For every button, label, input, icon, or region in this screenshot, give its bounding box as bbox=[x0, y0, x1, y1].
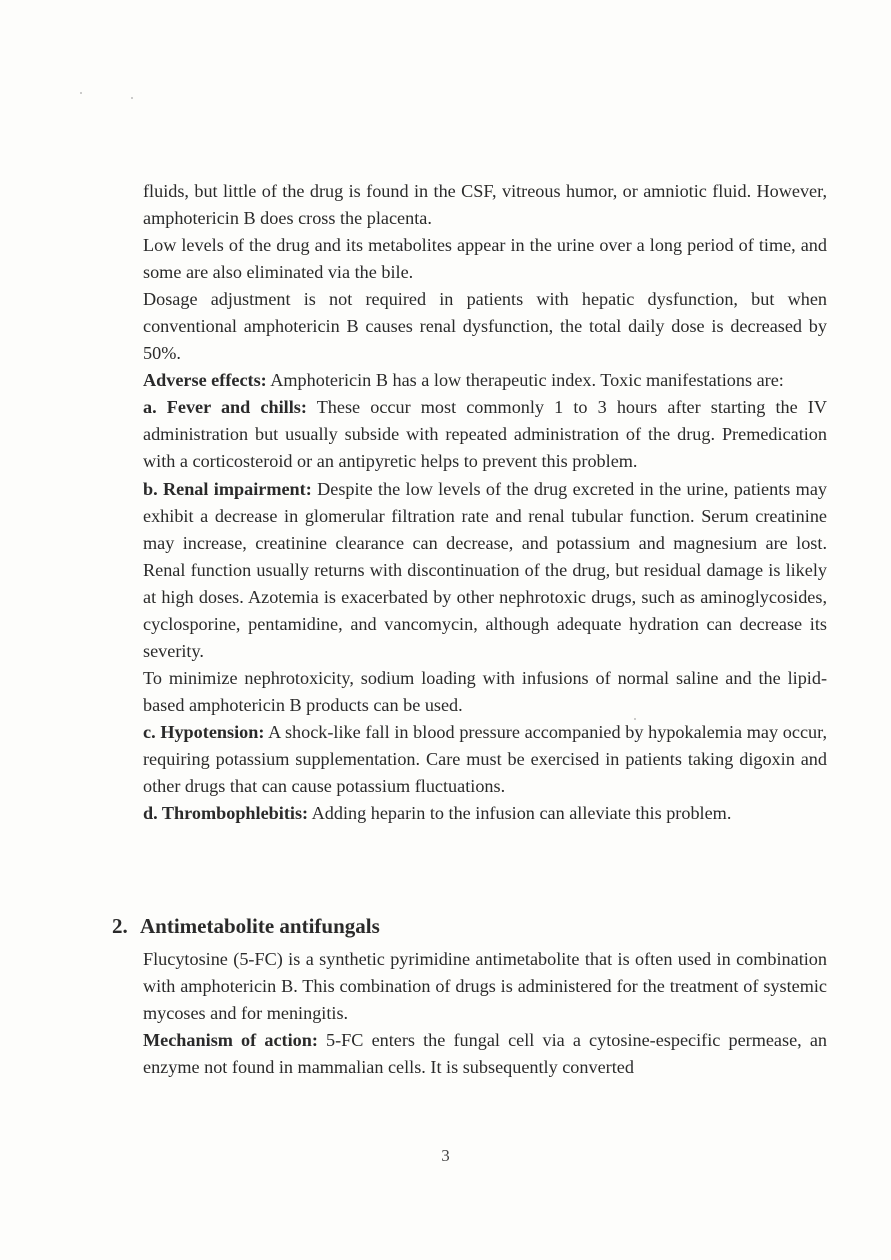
section-number: 2. bbox=[112, 914, 128, 938]
paragraph: Flucytosine (5-FC) is a synthetic pyrimidine antimetabolite that is often used in combination with amphotericin B. This combination of drugs is administered for the treatment of systemic mycoses and for meningitis. bbox=[143, 949, 827, 1024]
fever-chills-paragraph: a. Fever and chills: These occur most commonly 1 to 3 hours after starting the IV administration but usually subside with repeated administration of the drug. Premedication with a corticosteroid or an antipyretic helps to prevent this problem. bbox=[143, 397, 827, 472]
paragraph-lead: a. Fever and chills: bbox=[143, 397, 307, 418]
page-number: 3 bbox=[441, 1146, 450, 1165]
paragraph: Dosage adjustment is not required in patients with hepatic dysfunction, but when conventional amphotericin B causes renal dysfunction, the total daily dose is decreased by 50%. bbox=[143, 289, 827, 364]
paragraph-lead: b. Renal impairment: bbox=[143, 478, 312, 499]
paragraph-lead: Adverse effects: bbox=[143, 370, 267, 391]
paragraph: To minimize nephrotoxicity, sodium loading with infusions of normal saline and the lipid-based amphotericin B products can be used. bbox=[143, 667, 827, 715]
thrombophlebitis-paragraph: d. Thrombophlebitis: Adding heparin to the infusion can alleviate this problem. bbox=[143, 803, 732, 824]
scan-speck bbox=[131, 97, 133, 99]
section-heading bbox=[112, 914, 812, 939]
paragraph-lead: Mechanism of action: bbox=[143, 1030, 318, 1051]
section-title: Antimetabolite antifungals bbox=[140, 914, 380, 938]
paragraph-lead: c. Hypotension: bbox=[143, 721, 265, 742]
scan-speck bbox=[80, 92, 82, 94]
adverse-effects-paragraph: Adverse effects: Amphotericin B has a low therapeutic index. Toxic manifestations are: bbox=[143, 370, 784, 391]
paragraph-lead: d. Thrombophlebitis: bbox=[143, 803, 309, 824]
renal-impairment-paragraph: b. Renal impairment: Despite the low levels of the drug excreted in the urine, patients may exhibit a decrease in glomerular filtration rate and renal tubular function. Serum creatinine may increase, creatinine clearance can decrease, and potassium and magnesium are lost. Renal function usually returns with discontinuation of the drug, but residual damage is likely at high doses. Azotemia is exacerbated by other nephrotoxic drugs, such as aminoglycosides, cyclosporine, pentamidine, and vancomycin, although adequate hydration can decrease its severity. bbox=[143, 478, 827, 661]
paragraph: fluids, but little of the drug is found in the CSF, vitreous humor, or amniotic fluid. However, amphotericin B does cross the placenta. bbox=[143, 181, 827, 229]
section-text bbox=[143, 946, 827, 1081]
body-text bbox=[143, 178, 827, 827]
mechanism-paragraph: Mechanism of action: 5-FC enters the fungal cell via a cytosine-especific permease, an enzyme not found in mammalian cells. It is subsequently converted bbox=[143, 1030, 828, 1078]
hypotension-paragraph: c. Hypotension: A shock-like fall in blood pressure accompanied by hypokalemia may occur, requiring potassium supplementation. Care must be exercised in patients taking digoxin and other drugs that can cause potassium fluctuations. bbox=[143, 721, 827, 797]
paragraph: Low levels of the drug and its metabolites appear in the urine over a long period of time, and some are also eliminated via the bile. bbox=[143, 235, 827, 283]
